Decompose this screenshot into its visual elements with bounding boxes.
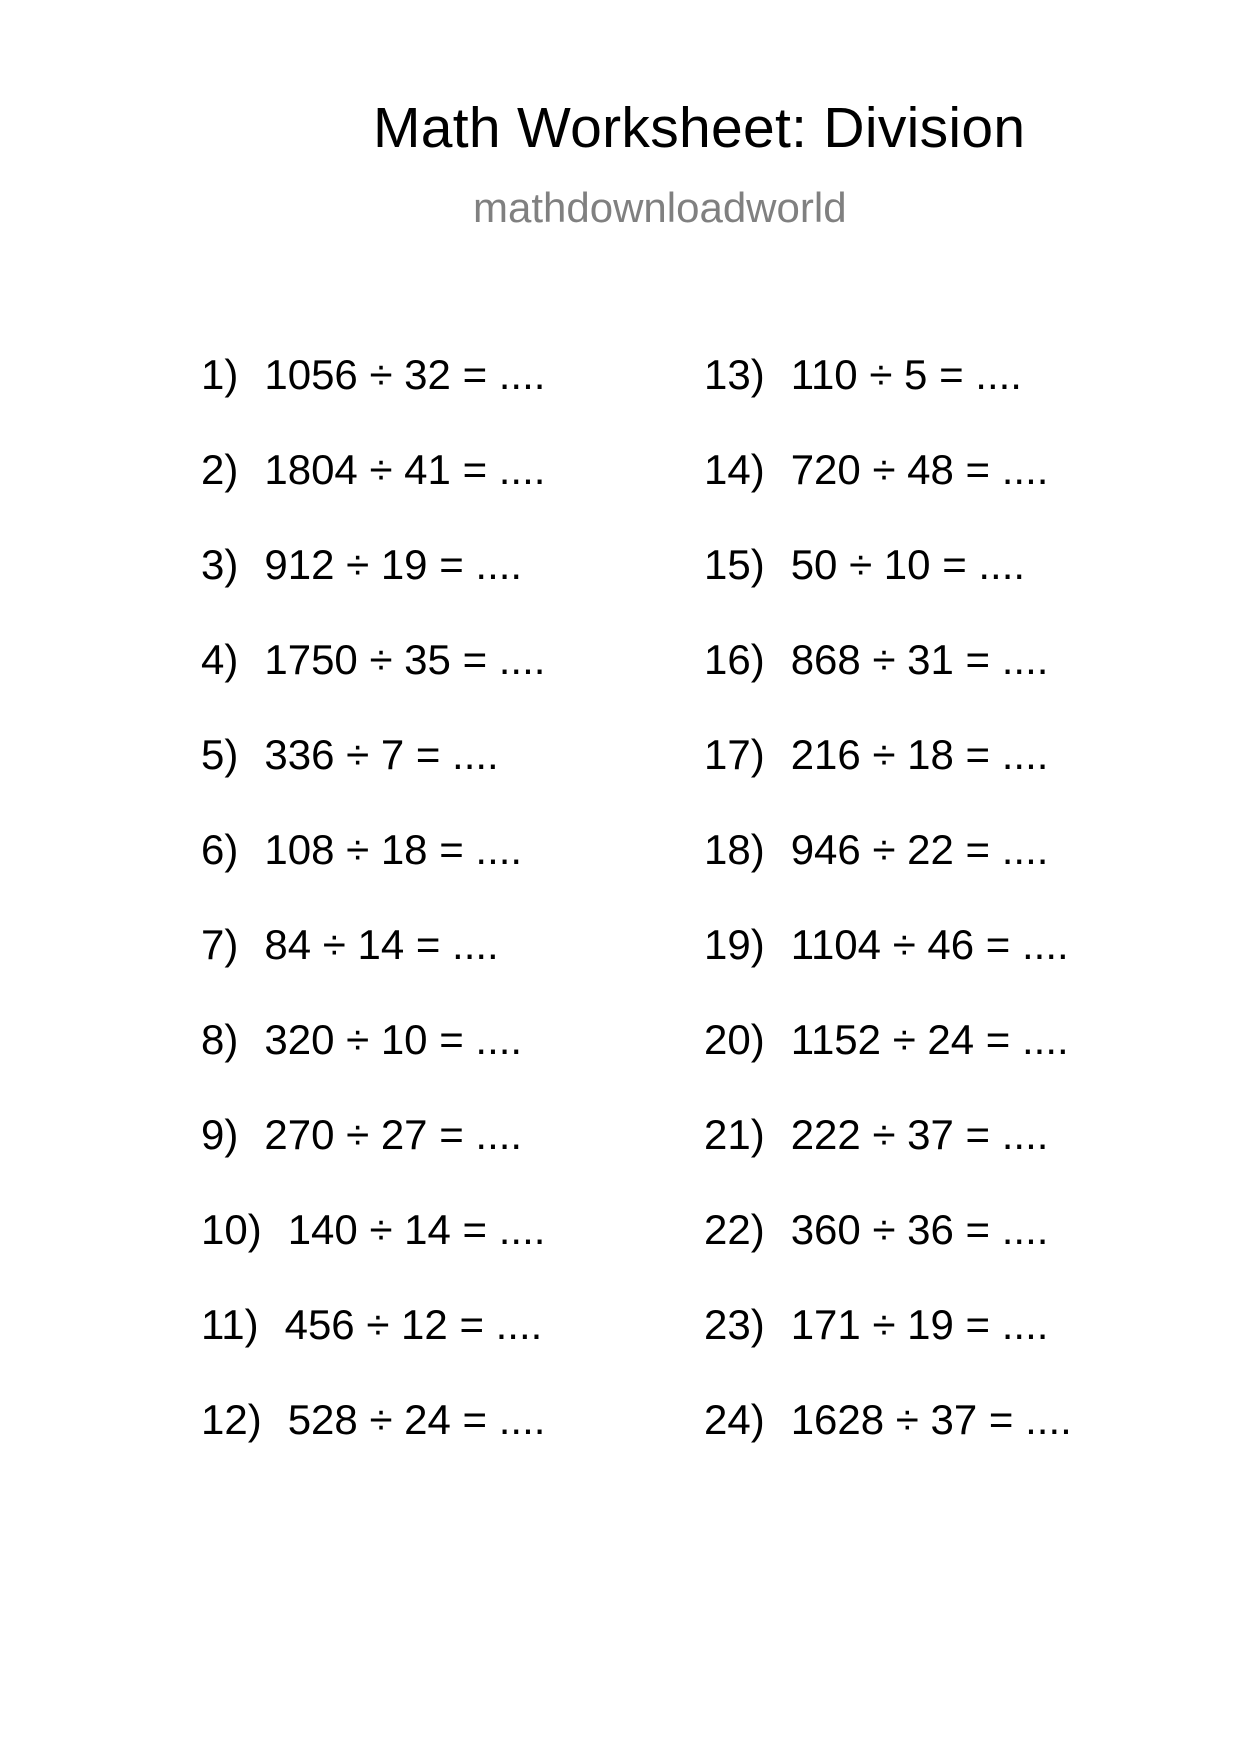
problem-expression: 456 ÷ 12 = .... [284,1301,543,1348]
problems-column-left [201,351,546,1494]
problem-number: 8) [201,1016,239,1063]
problem-expression: 528 ÷ 24 = .... [287,1396,546,1443]
problem-expression: 270 ÷ 27 = .... [264,1111,523,1158]
problem-expression: 1104 ÷ 46 = .... [790,921,1069,968]
problem-item [704,541,1072,639]
problem-expression: 1750 ÷ 35 = .... [264,636,546,683]
problem-item [201,541,545,639]
problem-expression: 720 ÷ 48 = .... [790,446,1049,493]
problem-item [201,921,545,1019]
problem-item [201,1301,545,1399]
problem-item [201,826,545,924]
problem-expression: 216 ÷ 18 = .... [790,731,1049,778]
problem-item [201,1111,545,1209]
problem-item [704,1301,1072,1399]
problem-item [201,1396,546,1494]
problem-number: 2) [201,446,239,493]
problem-expression: 1804 ÷ 41 = .... [264,446,546,493]
problem-number: 15) [704,541,765,588]
problem-item [201,446,546,544]
problem-expression: 360 ÷ 36 = .... [790,1206,1049,1253]
problem-number: 12) [201,1396,262,1443]
problem-number: 10) [201,1206,262,1253]
problem-item [201,1016,545,1114]
problem-expression: 946 ÷ 22 = .... [790,826,1049,873]
problem-number: 20) [704,1016,765,1063]
problem-number: 21) [704,1111,765,1158]
problems-column-right [704,351,1072,1494]
problem-expression: 1152 ÷ 24 = .... [790,1016,1069,1063]
problem-item [704,921,1072,1019]
problem-item [704,1396,1072,1494]
problem-expression: 1628 ÷ 37 = .... [790,1396,1072,1443]
problem-expression: 1056 ÷ 32 = .... [264,351,546,398]
problem-item [704,446,1072,544]
problem-item [704,1206,1072,1304]
problem-expression: 110 ÷ 5 = .... [790,351,1022,398]
problem-number: 19) [704,921,765,968]
problem-expression: 171 ÷ 19 = .... [790,1301,1049,1348]
problem-expression: 108 ÷ 18 = .... [264,826,523,873]
problem-number: 3) [201,541,239,588]
problem-item [201,351,546,449]
problem-expression: 320 ÷ 10 = .... [264,1016,523,1063]
problem-number: 11) [201,1301,259,1348]
problem-expression: 912 ÷ 19 = .... [264,541,523,588]
problem-number: 5) [201,731,239,778]
problem-item [704,731,1072,829]
worksheet-subtitle: mathdownloadworld [473,184,847,231]
problem-expression: 868 ÷ 31 = .... [790,636,1049,683]
problem-item [704,1111,1072,1209]
problem-expression: 336 ÷ 7 = .... [264,731,499,778]
problem-item [704,636,1072,734]
problem-number: 13) [704,351,765,398]
problem-number: 9) [201,1111,239,1158]
problem-number: 14) [704,446,765,493]
problem-number: 4) [201,636,239,683]
worksheet-title: Math Worksheet: Division [373,96,1026,160]
problem-number: 16) [704,636,765,683]
problem-number: 17) [704,731,765,778]
problem-number: 1) [201,351,239,398]
problem-number: 22) [704,1206,765,1253]
problem-item [704,826,1072,924]
problem-number: 6) [201,826,239,873]
problem-item [704,1016,1072,1114]
problem-item [201,731,545,829]
problem-item [201,636,546,734]
problem-expression: 50 ÷ 10 = .... [790,541,1026,588]
problem-number: 7) [201,921,239,968]
problem-item [704,351,1072,449]
problem-item [201,1206,546,1304]
problem-expression: 140 ÷ 14 = .... [287,1206,546,1253]
problem-number: 24) [704,1396,765,1443]
problem-number: 18) [704,826,765,873]
problem-number: 23) [704,1301,765,1348]
problem-expression: 222 ÷ 37 = .... [790,1111,1049,1158]
problem-expression: 84 ÷ 14 = .... [264,921,499,968]
